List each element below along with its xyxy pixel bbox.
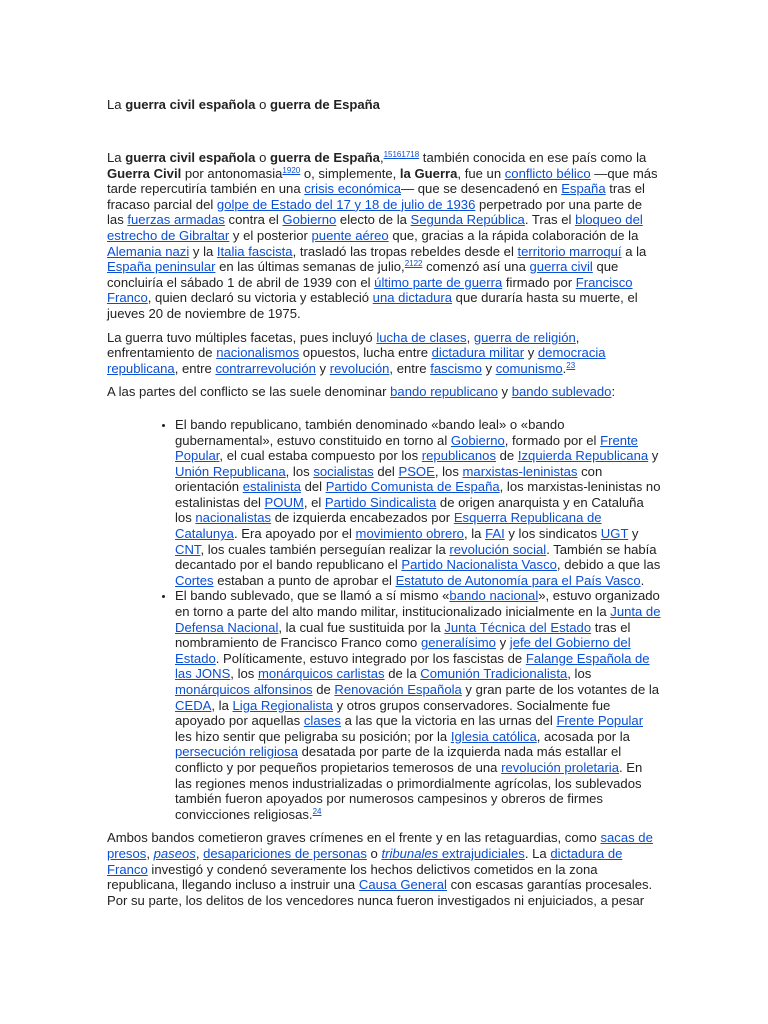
link-paseos[interactable]: paseos	[153, 845, 196, 861]
crimes-paragraph: Ambos bandos cometieron graves crímenes en el frente y en las retaguardias, como sacas de presos, paseos, desapariciones de personas o tribunales extrajudiciales. La dictadura de Franco investigó y condenó severamente los hechos delictivos cometidos en la zona republicana, llegando incluso a instruir una Causa General con escasas garantías procesales. Por su parte, los delitos de los vencedores nunca fueron investigados ni enjuiciados, a pesar	[107, 830, 653, 908]
link-bando-republicano[interactable]: bando republicano	[390, 384, 498, 400]
link-territorio-marroqui[interactable]: territorio marroquí	[517, 243, 622, 259]
link-junta-defensa-nacional[interactable]: Junta de Defensa Nacional	[175, 604, 661, 635]
link-fuerzas-armadas[interactable]: fuerzas armadas	[127, 212, 225, 228]
link-causa-general[interactable]: Causa General	[358, 877, 447, 893]
link-dictadura-de-franco[interactable]: dictadura de Franco	[107, 845, 623, 877]
link-junta-tecnica[interactable]: Junta Técnica del Estado	[444, 619, 592, 635]
link-frente-popular[interactable]: Frente Popular	[175, 432, 638, 464]
link-nacionalismos[interactable]: nacionalismos	[216, 345, 300, 361]
intro-paragraph: La guerra civil española o guerra de España,$^{15161718}$ también conocida en ese país como la Guerra Civil por antonomasia$^{1920}$ o, simplemente, la Guerra, fue un conflicto bélico —que más tarde repercutiría también en una crisis económica— que se desencadenó en España tras el fracaso parcial del golpe de Estado del 17 y 18 de julio de 1936 perpetrado por una parte de las fuerzas armadas contra el Gobierno electo de la Segunda República. Tras el bloqueo del estrecho de Gibraltar y el posterior puente aéreo que, gracias a la rápida colaboración de la Alemania nazi y la Italia fascista, trasladó las tropas rebeldes desde el territorio marroquí a la España peninsular en las últimas semanas de julio,$^{2122}$ comenzó así una guerra civil que concluiría el sábado 1 de abril de 1939 con el último parte de guerra firmado por Francisco Franco, quien declaró su victoria y estableció una dictadura que duraría hasta su muerte, el jueves 20 de noviembre de 1975.	[107, 150, 658, 321]
link-golpe-de-estado[interactable]: golpe de Estado del 17 y 18 de julio de 1936	[216, 196, 476, 212]
link-puente-aereo[interactable]: puente aéreo	[311, 227, 389, 243]
reference-link[interactable]: 2122	[404, 259, 423, 269]
link-gobierno[interactable]: Gobierno	[282, 212, 337, 228]
link-segunda-republica[interactable]: Segunda República	[410, 212, 525, 228]
link-izquierda-republicana[interactable]: Izquierda Republicana	[517, 448, 649, 464]
link-espana[interactable]: España	[561, 181, 606, 197]
link-nacionalistas[interactable]: nacionalistas	[195, 510, 272, 526]
link-guerra-civil[interactable]: guerra civil	[529, 259, 593, 275]
link-italia-fascista[interactable]: Italia fascista	[216, 243, 293, 259]
sides-paragraph: A las partes del conflicto se las suele denominar bando republicano y bando sublevado:	[107, 384, 616, 400]
link-socialistas[interactable]: socialistas	[313, 463, 374, 479]
link-ceda[interactable]: CEDA	[175, 697, 212, 713]
facets-paragraph: La guerra tuvo múltiples facetas, pues incluyó lucha de clases, guerra de religión, enfrentamiento de nacionalismos opuestos, lucha entre dictadura militar y democracia republicana, entre contrarrevolución y revolución, entre fascismo y comunismo.$^{23}$	[107, 329, 606, 376]
link-esquerra-republicana[interactable]: Esquerra Republicana de Catalunya	[175, 510, 602, 542]
link-bloqueo-estrecho[interactable]: bloqueo del estrecho de Gibraltar	[107, 212, 643, 243]
link-revolucion-social[interactable]: revolución social	[449, 541, 547, 557]
link-gobierno[interactable]: Gobierno	[450, 432, 505, 448]
link-fai[interactable]: FAI	[485, 526, 505, 542]
link-renovacion-espanola[interactable]: Renovación Española	[334, 682, 462, 697]
link-cortes[interactable]: Cortes	[175, 572, 214, 588]
link-iglesia-catolica[interactable]: Iglesia católica	[450, 728, 537, 744]
link-contrarrevolucion[interactable]: contrarrevolución	[215, 360, 316, 376]
link-fascismo[interactable]: fascismo	[430, 360, 482, 376]
link-falange[interactable]: Falange Española de las JONS	[175, 650, 650, 682]
link-revolucion[interactable]: revolución	[329, 360, 390, 376]
link-conflicto-belico[interactable]: conflicto bélico	[504, 165, 591, 181]
link-estatuto-autonomia[interactable]: Estatuto de Autonomía para el País Vasco	[395, 572, 641, 588]
link-bando-sublevado[interactable]: bando sublevado	[511, 384, 612, 400]
link-pce[interactable]: Partido Comunista de España	[325, 479, 500, 495]
link-crisis-economica[interactable]: crisis económica	[304, 181, 402, 197]
link-cnt[interactable]: CNT	[175, 541, 201, 557]
link-tribunales-extrajudiciales[interactable]: tribunales extrajudiciales	[381, 845, 525, 861]
link-monarquicos-alfonsinos[interactable]: monárquicos alfonsinos	[175, 682, 313, 697]
link-desapariciones[interactable]: desapariciones de personas	[203, 845, 367, 861]
link-poum[interactable]: POUM	[264, 494, 304, 510]
link-ugt[interactable]: UGT	[600, 526, 629, 542]
link-bando-nacional[interactable]: bando nacional	[449, 588, 539, 604]
link-jefe-gobierno[interactable]: jefe del Gobierno del Estado	[175, 635, 631, 666]
link-democracia-republicana[interactable]: democracia republicana	[107, 345, 606, 376]
reference-link[interactable]: 15161718	[383, 150, 420, 159]
reference-link[interactable]: 24	[312, 806, 322, 816]
link-generalisimo[interactable]: generalísimo	[420, 635, 496, 651]
link-una-dictadura[interactable]: una dictadura	[372, 290, 453, 306]
link-persecucion-religiosa[interactable]: persecución religiosa	[175, 744, 299, 760]
link-clases[interactable]: clases	[303, 713, 341, 729]
link-marxistas-leninistas[interactable]: marxistas-leninistas	[462, 463, 578, 479]
link-espana-peninsular[interactable]: España peninsular	[107, 259, 216, 275]
link-liga-regionalista[interactable]: Liga Regionalista	[232, 697, 333, 713]
link-ultimo-parte[interactable]: último parte de guerra	[374, 274, 503, 290]
article-body	[107, 96, 661, 916]
link-dictadura-militar[interactable]: dictadura militar	[431, 345, 525, 361]
link-comunismo[interactable]: comunismo	[495, 360, 563, 376]
link-sacas-de-presos[interactable]: sacas de presos	[107, 830, 653, 861]
list-item-rebel: • El bando sublevado, que se llamó a sí mismo «bando nacional», estuvo organizado en torno a parte del alto mando militar, institucionalizado inicialmente en la Junta de Defensa Nacional, la cual fue sustituida por la Junta Técnica del Estado tras el nombramiento de Francisco Franco como generalísimo y jefe del Gobierno del Estado. Políticamente, estuvo integrado por los fascistas de Falange Española de las JONS, los monárquicos carlistas de la Comunión Tradicionalista, los monárquicos alfonsinos de Renovación Española y gran parte de los votantes de la CEDA, la Liga Regionalista y otros grupos conservadores. Socialmente fue apoyado por aquellas clases a las que la victoria en las urnas del Frente Popular les hizo sentir que peligraba su posición; por la Iglesia católica, acosada por la persecución religiosa desatada por parte de la izquierda nada más estallar el conflicto y por pequeños propietarios temerosos de una revolución proletaria. En las regiones menos industrializadas o primordialmente agrícolas, los sublevados también fueron apoyados por numerosos campesinos y obreros de firmes convicciones religiosas.$^{24}$	[175, 588, 661, 822]
link-francisco-franco[interactable]: Francisco Franco	[107, 274, 633, 306]
link-revolucion-proletaria[interactable]: revolución proletaria	[501, 759, 620, 775]
page-title: La guerra civil española o guerra de España	[107, 97, 380, 112]
list-item-republican: • El bando republicano, también denominado «bando leal» o «bando gubernamental», estuvo constituido en torno al Gobierno, formado por el Frente Popular, el cual estaba compuesto por los republicanos de Izquierda Republicana y Unión Republicana, los socialistas del PSOE, los marxistas-leninistas con orientación estalinista del Partido Comunista de España, los marxistas-leninistas no estalinistas del POUM, el Partido Sindicalista de origen anarquista y en Cataluña los nacionalistas de izquierda encabezados por Esquerra Republicana de Catalunya. Era apoyado por el movimiento obrero, la FAI y los sindicatos UGT y CNT, los cuales también perseguían realizar la revolución social. También se había decantado por el bando republicano el Partido Nacionalista Vasco, debido a que las Cortes estaban a punto de aprobar el Estatuto de Autonomía para el País Vasco.	[175, 417, 661, 589]
sides-list	[107, 417, 661, 822]
reference-link[interactable]: 1920	[282, 165, 301, 175]
link-republicanos[interactable]: republicanos	[421, 448, 497, 464]
reference-link[interactable]: 23	[566, 360, 576, 370]
link-union-republicana[interactable]: Unión Republicana	[175, 463, 286, 479]
link-guerra-de-religion[interactable]: guerra de religión	[473, 329, 576, 345]
link-alemania-nazi[interactable]: Alemania nazi	[107, 243, 190, 259]
link-estalinista[interactable]: estalinista	[242, 479, 301, 495]
link-psoe[interactable]: PSOE	[398, 463, 435, 479]
link-comunion-tradicionalista[interactable]: Comunión Tradicionalista	[420, 666, 568, 682]
link-movimiento-obrero[interactable]: movimiento obrero	[355, 526, 464, 542]
link-frente-popular[interactable]: Frente Popular	[556, 713, 644, 729]
link-monarquicos-carlistas[interactable]: monárquicos carlistas	[257, 666, 385, 682]
link-lucha-de-clases[interactable]: lucha de clases	[376, 329, 467, 345]
link-pnv[interactable]: Partido Nacionalista Vasco	[401, 557, 557, 573]
link-partido-sindicalista[interactable]: Partido Sindicalista	[324, 494, 437, 510]
